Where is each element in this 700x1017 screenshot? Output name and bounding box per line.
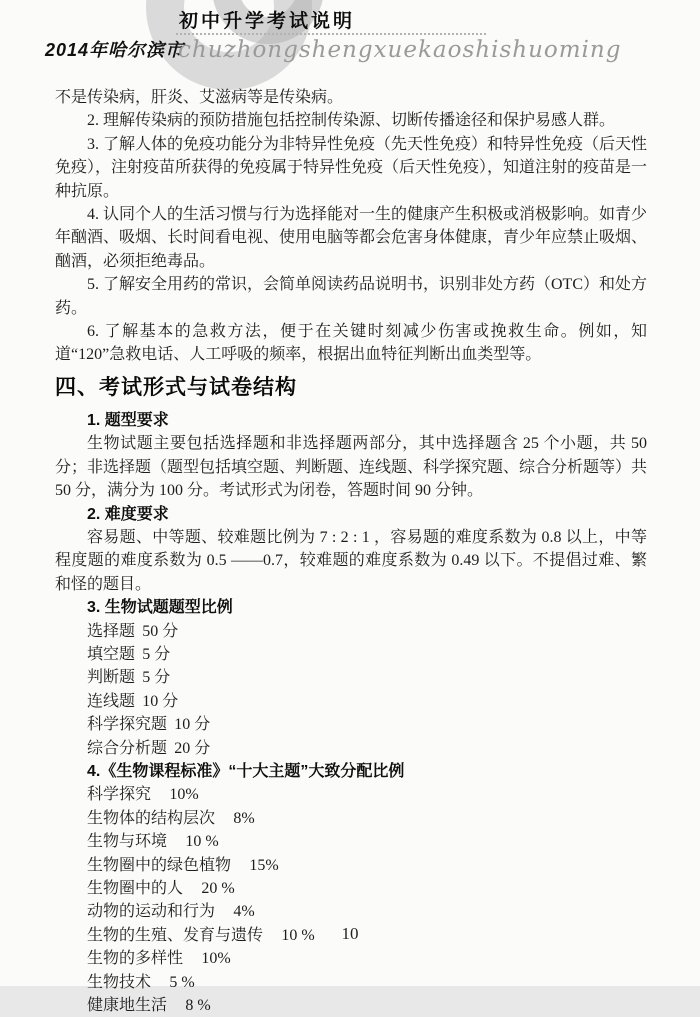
list-item bbox=[55, 877, 647, 900]
list-item-label: 判断题 bbox=[87, 669, 136, 687]
list-item-value: 5 分 bbox=[142, 645, 171, 663]
list-item-value: 10 % bbox=[185, 833, 219, 851]
list-item-label: 综合分析题 bbox=[87, 739, 168, 757]
list-item bbox=[55, 620, 647, 643]
list-item bbox=[55, 830, 647, 853]
list-item bbox=[55, 807, 647, 830]
list-item-value: 20 % bbox=[201, 880, 235, 897]
title-pinyin: chuzhongshengxuekaoshishuoming bbox=[178, 37, 622, 63]
page-title: 初中升学考试说明 bbox=[179, 11, 356, 32]
list-item-value: 8% bbox=[233, 809, 255, 827]
list-item bbox=[55, 737, 647, 760]
paragraph: 2. 理解传染病的预防措施包括控制传染源、切断传播途径和保护易感人群。 bbox=[87, 112, 616, 130]
list-item bbox=[55, 854, 647, 877]
edition-year-city-label: 2014年哈尔滨市 bbox=[45, 40, 185, 60]
paragraph: 4. 认同个人的生活习惯与行为选择能对一生的健康产生积极或消极影响。如青少年酗酒、吸烟、长时间看电视、使用电脑等都会危害身体健康，青少年应禁止吸烟、酗酒，必须拒绝毒品。 bbox=[55, 206, 648, 270]
paragraph: 容易题、中等题、较难题比例为 7 : 2 : 1 ，容易题的难度系数为 0.8 以上，中等程度题的难度系数为 0.5 ——0.7，较难题的难度系数为 0.49 以下。不提倡过难、繁和怪的题目。 bbox=[55, 528, 647, 593]
list-item-value: 10% bbox=[169, 786, 199, 804]
list-item-value: 10% bbox=[201, 950, 231, 968]
list-item bbox=[55, 947, 647, 970]
list-item-value: 20 分 bbox=[174, 739, 211, 757]
list-item bbox=[55, 783, 647, 806]
list-item-value: 4% bbox=[233, 903, 255, 921]
list-item-value: 10 % bbox=[281, 926, 315, 944]
subsection-heading: 2. 难度要求 bbox=[87, 505, 169, 523]
list-item-label: 科学探究 bbox=[87, 786, 152, 804]
section-heading: 四、考试形式与试卷结构 bbox=[55, 375, 297, 399]
list-item-label: 生物与环境 bbox=[87, 833, 168, 851]
subsection-heading: 1. 题型要求 bbox=[87, 411, 169, 429]
paragraph: 3. 了解人体的免疫功能分为非特异性免疫（先天性免疫）和特异性免疫（后天性免疫），注射疫苗所获得的免疫属于特异性免疫（后天性免疫），知道注射的疫苗是一种抗原。 bbox=[55, 135, 648, 200]
list-item-label: 生物体的结构层次 bbox=[87, 809, 216, 827]
list-item-label: 选择题 bbox=[87, 622, 136, 640]
list-item-label: 生物圈中的绿色植物 bbox=[87, 856, 232, 874]
list-item-label: 科学探究题 bbox=[87, 716, 168, 734]
list-item-value: 10 分 bbox=[142, 692, 179, 710]
list-item-value: 5 % bbox=[169, 973, 195, 991]
document-body bbox=[55, 86, 647, 1017]
list-item-label: 生物的生殖、发育与遗传 bbox=[87, 926, 264, 944]
list-item bbox=[55, 690, 647, 713]
paragraph: 生物试题主要包括选择题和非选择题两部分，其中选择题含 25 个小题，共 50 分；非选择题（题型包括填空题、判断题、连线题、科学探究题、综合分析题等）共 50 分，满分为 100 分。考试形式为闭卷，答题时间 90 分钟。 bbox=[55, 435, 648, 500]
page-header bbox=[0, 0, 700, 84]
list-item-value: 10 分 bbox=[174, 716, 211, 734]
list-item bbox=[55, 643, 647, 666]
paragraph: 5. 了解安全用药的常识，会简单阅读药品说明书，识别非处方药（OTC）和处方药。 bbox=[55, 276, 648, 317]
list-item bbox=[55, 666, 647, 689]
list-item bbox=[55, 994, 647, 1017]
list-item-label: 连线题 bbox=[87, 692, 136, 710]
list-item-label: 生物的多样性 bbox=[87, 950, 184, 968]
subsection-heading: 3. 生物试题题型比例 bbox=[87, 599, 233, 617]
dotted-divider bbox=[176, 33, 486, 35]
subsection-heading: 4.《生物课程标准》“十大主题”大致分配比例 bbox=[87, 762, 405, 780]
list-item-label: 健康地生活 bbox=[87, 997, 168, 1015]
list-item bbox=[55, 713, 647, 736]
list-item bbox=[55, 971, 647, 994]
paragraph: 6. 了解基本的急救方法，便于在关键时刻减少伤害或挽救生命。例如，知道“120”急救电话、人工呼吸的频率，根据出血特征判断出血类型等。 bbox=[55, 323, 647, 364]
list-item-value: 15% bbox=[249, 856, 279, 874]
list-item-label: 生物技术 bbox=[87, 973, 152, 991]
list-item-label: 生物圈中的人 bbox=[87, 880, 184, 897]
list-item-value: 8 % bbox=[185, 997, 211, 1015]
list-item bbox=[55, 900, 647, 923]
list-item-value: 50 分 bbox=[142, 622, 179, 640]
page-number: 10 bbox=[341, 924, 359, 943]
list-item-label: 填空题 bbox=[87, 645, 136, 663]
list-item-value: 5 分 bbox=[142, 669, 171, 687]
list-item-label: 动物的运动和行为 bbox=[87, 903, 216, 921]
paragraph-continuation: 不是传染病，肝炎、艾滋病等是传染病。 bbox=[55, 89, 344, 106]
